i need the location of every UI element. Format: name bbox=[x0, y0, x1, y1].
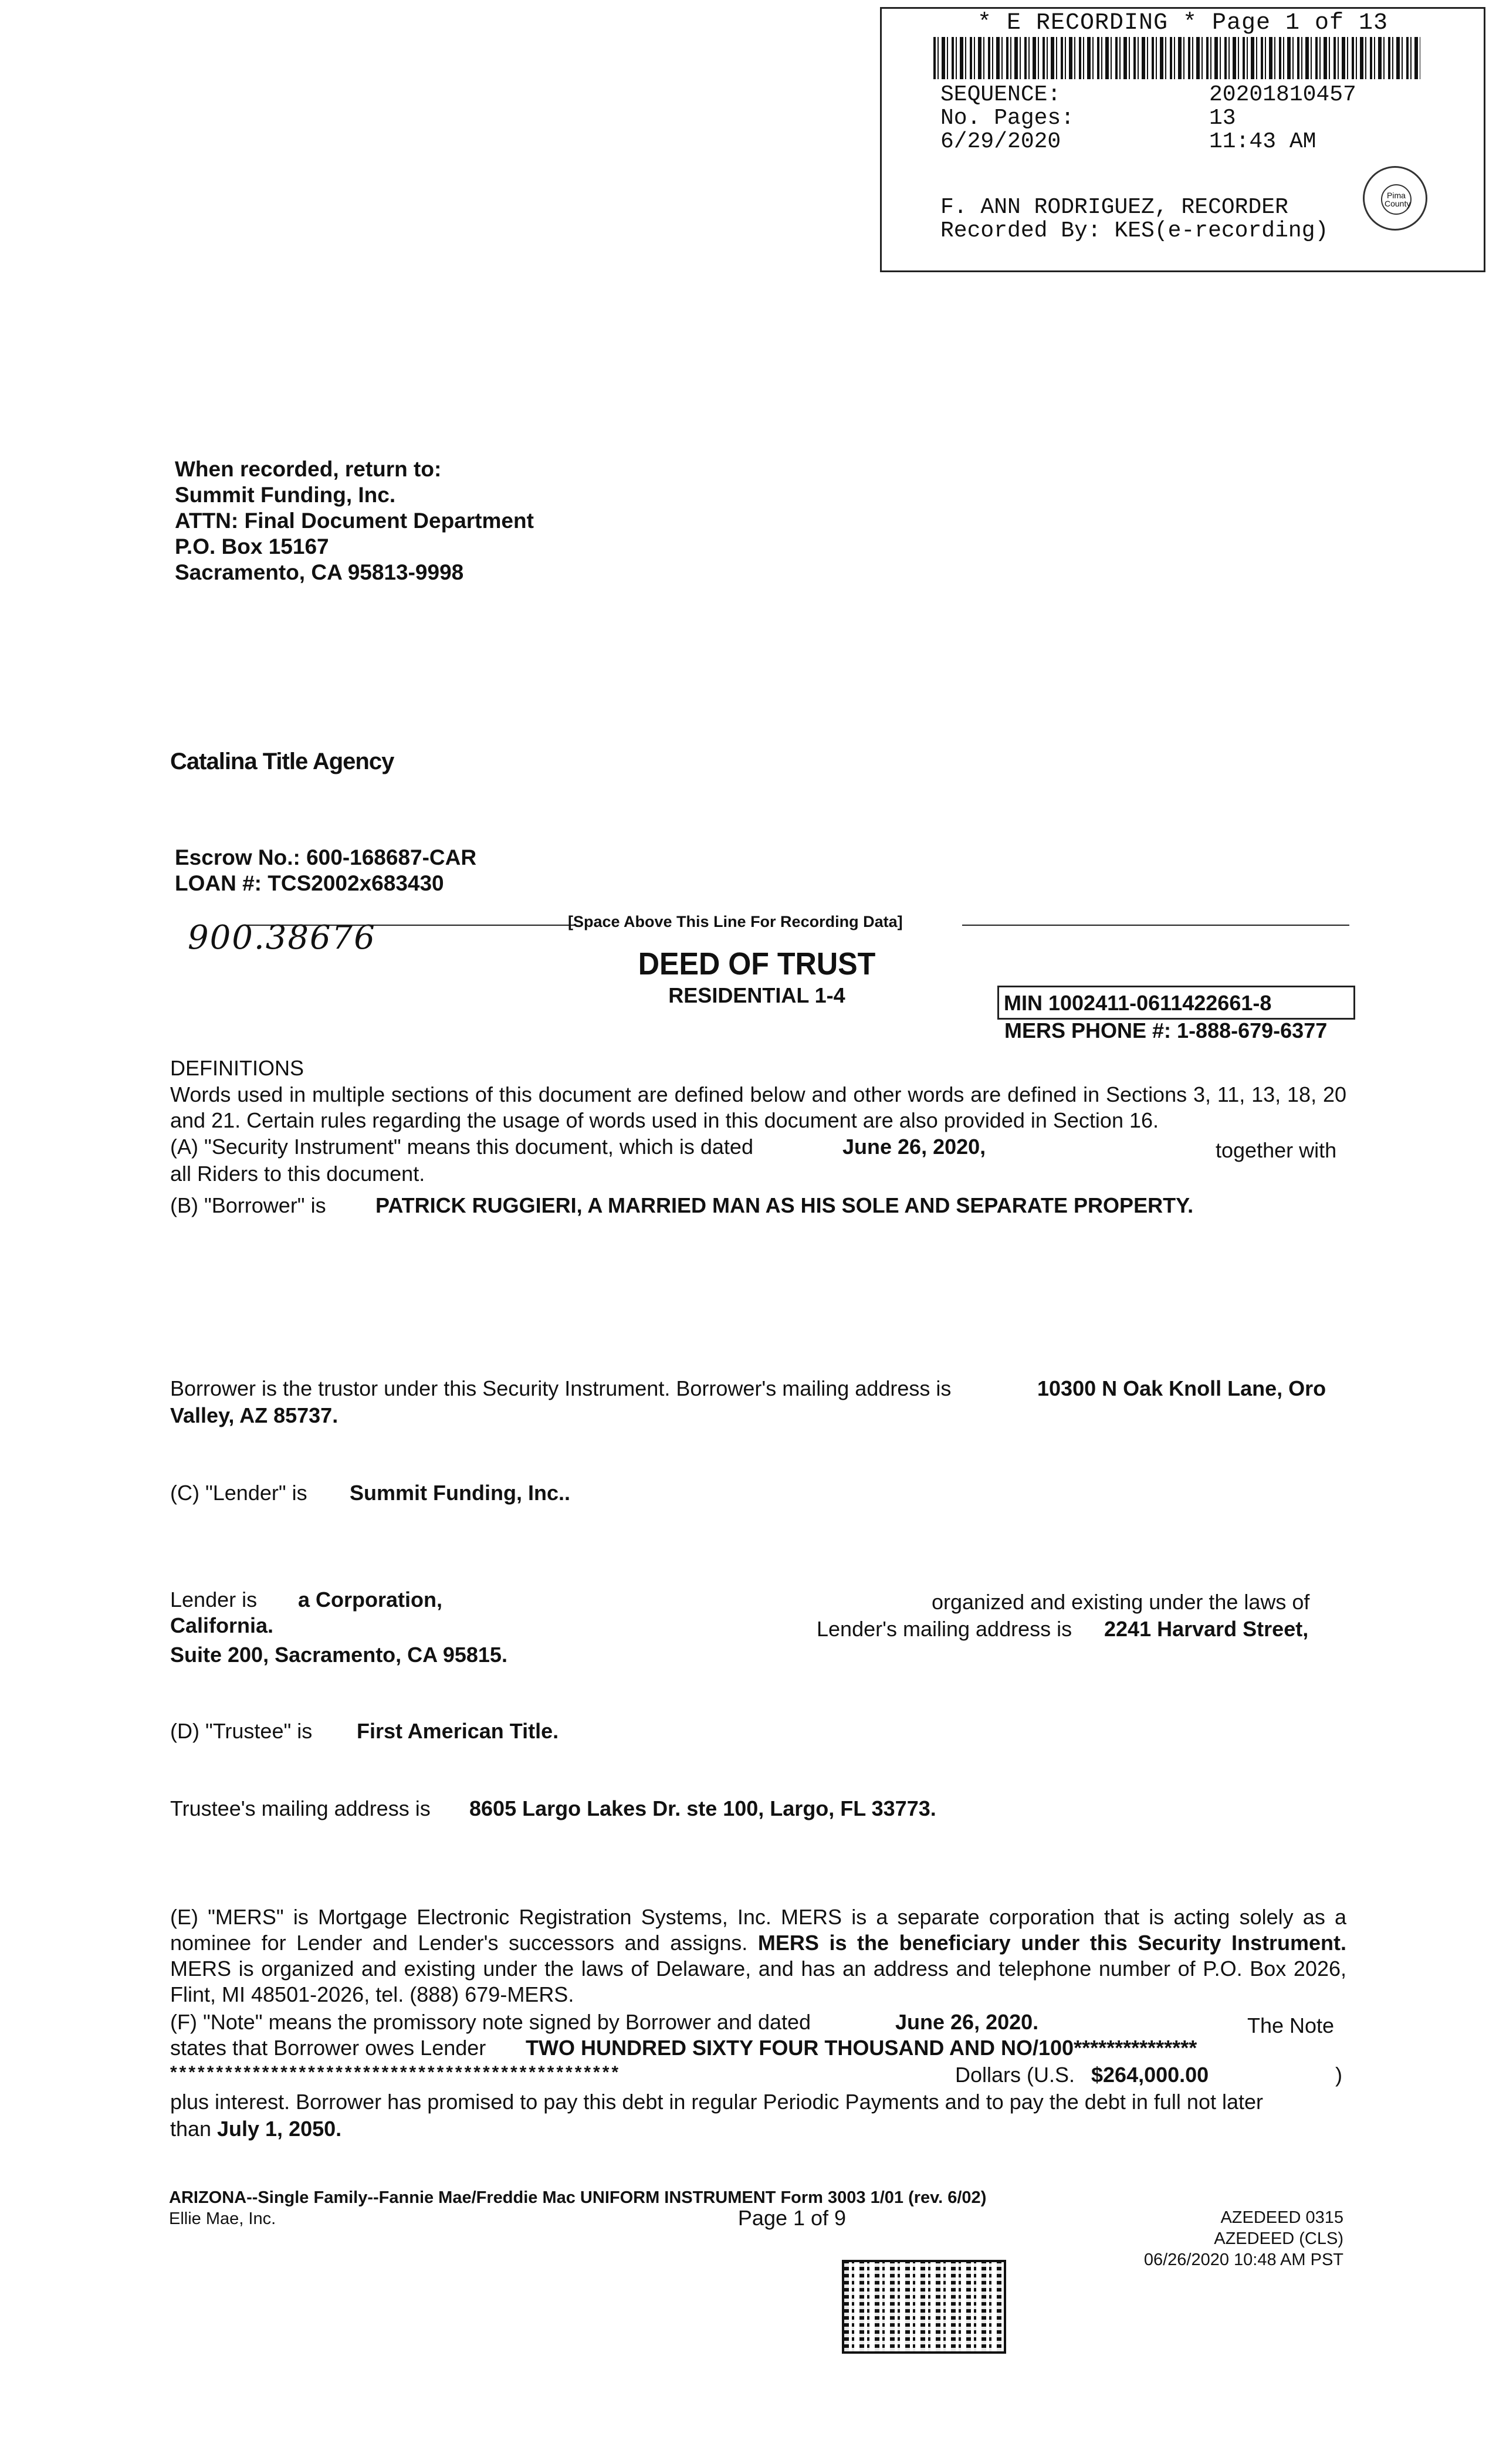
definitions-heading: DEFINITIONS bbox=[170, 1056, 304, 1080]
section-c-label: (C) "Lender" is bbox=[170, 1481, 307, 1505]
borrower-address-2: Valley, AZ 85737. bbox=[170, 1403, 339, 1427]
return-to-line-2: Summit Funding, Inc. bbox=[175, 483, 396, 507]
recording-stamp bbox=[880, 7, 1485, 272]
section-e-rest: MERS is organized and existing under the laws of Delaware, and has an address and telephone number of P.O. Box 2026, Flint, MI 48501-2026, tel. (888) 679-MERS. bbox=[170, 1957, 1346, 2006]
section-d-label: (D) "Trustee" is bbox=[170, 1719, 313, 1743]
seal-text: Pima County bbox=[1385, 191, 1411, 208]
lender-address-label: Lender's mailing address is bbox=[817, 1617, 1072, 1641]
doc-title: DEED OF TRUST bbox=[638, 946, 876, 981]
loan-amount-words: TWO HUNDRED SIXTY FOUR THOUSAND AND NO/100*************** bbox=[526, 2036, 1197, 2060]
lender-type: a Corporation, bbox=[298, 1588, 443, 1612]
borrower-address-1: 10300 N Oak Knoll Lane, Oro bbox=[1037, 1376, 1326, 1400]
trustee-address-label: Trustee's mailing address is bbox=[170, 1796, 431, 1820]
sequence-label: SEQUENCE: bbox=[940, 82, 1061, 107]
recording-date: 6/29/2020 bbox=[940, 129, 1061, 154]
maturity-date: July 1, 2050. bbox=[217, 2117, 342, 2141]
handwritten-note: 900.38676 bbox=[188, 919, 376, 957]
borrower-name: PATRICK RUGGIERI, A MARRIED MAN AS HIS SOLE AND SEPARATE PROPERTY. bbox=[375, 1193, 1194, 1217]
section-f-label: (F) "Note" means the promissory note signed by Borrower and dated bbox=[170, 2010, 811, 2034]
section-a-line-2: all Riders to this document. bbox=[170, 1162, 425, 1186]
loan-number: LOAN #: TCS2002x683430 bbox=[175, 871, 444, 895]
min-box bbox=[997, 986, 1355, 1020]
note-date: June 26, 2020. bbox=[895, 2010, 1039, 2034]
section-e-bold: MERS is the beneficiary under this Security Instrument. bbox=[757, 1931, 1346, 1955]
page-number: Page 1 of 9 bbox=[737, 2206, 847, 2230]
sequence-value: 20201810457 bbox=[1209, 82, 1356, 107]
escrow-number: Escrow No.: 600-168687-CAR bbox=[175, 845, 477, 869]
barcode bbox=[933, 37, 1420, 79]
min-number: MIN 1002411-0611422661-8 bbox=[1004, 991, 1272, 1015]
form-code-1: AZEDEED 0315 bbox=[1220, 2208, 1343, 2227]
section-b-label: (B) "Borrower" is bbox=[170, 1193, 326, 1217]
lender-state: California. bbox=[170, 1613, 274, 1637]
county-seal-icon bbox=[1363, 166, 1427, 231]
return-to-block bbox=[175, 456, 534, 585]
form-code-2: AZEDEED (CLS) bbox=[1214, 2229, 1343, 2248]
organized-text: organized and existing under the laws of bbox=[932, 1590, 1310, 1614]
trustee-name: First American Title. bbox=[357, 1719, 559, 1743]
escrow-block bbox=[175, 845, 476, 896]
recorded-by: Recorded By: KES(e-recording) bbox=[940, 218, 1329, 243]
doc-subtitle: RESIDENTIAL 1-4 bbox=[668, 983, 845, 1007]
mers-phone: MERS PHONE #: 1-888-679-6377 bbox=[1004, 1018, 1328, 1043]
form-timestamp: 06/26/2020 10:48 AM PST bbox=[1143, 2250, 1343, 2269]
section-f-line-4: plus interest. Borrower has promised to pay this debt in regular Periodic Payments and to pay the debt in full not later bbox=[170, 2090, 1263, 2114]
section-f-than: than bbox=[170, 2117, 212, 2141]
section-f-owes: states that Borrower owes Lender bbox=[170, 2036, 486, 2060]
section-a-label: (A) "Security Instrument" means this document, which is dated bbox=[170, 1135, 753, 1159]
stamp-header: * E RECORDING * Page 1 of 13 bbox=[977, 10, 1389, 36]
closing-paren: ) bbox=[1335, 2063, 1342, 2087]
recording-time: 11:43 AM bbox=[1209, 129, 1316, 154]
section-a-tail: together with bbox=[1216, 1138, 1337, 1162]
form-line: ARIZONA--Single Family--Fannie Mae/Freddie Mac UNIFORM INSTRUMENT Form 3003 1/01 (rev. 6/02) bbox=[169, 2188, 987, 2207]
return-to-line-1: When recorded, return to: bbox=[175, 457, 442, 481]
section-e bbox=[170, 1904, 1346, 2008]
lender-address-2: Suite 200, Sacramento, CA 95815. bbox=[170, 1643, 507, 1667]
definitions-intro: Words used in multiple sections of this document are defined below and other words are defined in Sections 3, 11, 13, 18, 20 and 21. Certain rules regarding the usage of words used in this document are also provided in Section 16. bbox=[170, 1082, 1346, 1132]
return-to-line-5: Sacramento, CA 95813-9998 bbox=[175, 560, 464, 584]
lender-name: Summit Funding, Inc.. bbox=[350, 1481, 570, 1505]
trustee-address: 8605 Largo Lakes Dr. ste 100, Largo, FL 33773. bbox=[469, 1796, 936, 1820]
section-e-intro: (E) "MERS" is Mortgage Electronic Registration Systems, Inc. MERS is a separate corporation that is acting solely as a nominee for Lender and Lender's successors and assigns. bbox=[170, 1905, 1346, 1955]
vendor: Ellie Mae, Inc. bbox=[169, 2209, 276, 2228]
recorder-name: F. ANN RODRIGUEZ, RECORDER bbox=[940, 195, 1288, 220]
dollars-label: Dollars (U.S. bbox=[955, 2063, 1075, 2087]
lender-address-1: 2241 Harvard Street, bbox=[1104, 1617, 1309, 1641]
pages-label: No. Pages: bbox=[940, 106, 1075, 131]
space-above-note: [Space Above This Line For Recording Data] bbox=[568, 913, 903, 930]
trustor-text: Borrower is the trustor under this Security Instrument. Borrower's mailing address is bbox=[170, 1376, 952, 1400]
return-to-line-4: P.O. Box 15167 bbox=[175, 534, 329, 559]
lender-is-label: Lender is bbox=[170, 1588, 258, 1612]
section-f-tail: The Note bbox=[1247, 2013, 1335, 2037]
title-agency: Catalina Title Agency bbox=[170, 749, 394, 774]
datamatrix-barcode bbox=[842, 2260, 1006, 2354]
loan-amount: $264,000.00 bbox=[1091, 2063, 1209, 2087]
form-codes bbox=[1115, 2207, 1343, 2270]
asterisk-fill: ************************************************* bbox=[170, 2063, 621, 2082]
divider bbox=[962, 925, 1349, 926]
divider bbox=[246, 925, 575, 926]
pages-value: 13 bbox=[1209, 106, 1236, 131]
security-instrument-date: June 26, 2020, bbox=[842, 1135, 986, 1159]
return-to-line-3: ATTN: Final Document Department bbox=[175, 509, 534, 533]
